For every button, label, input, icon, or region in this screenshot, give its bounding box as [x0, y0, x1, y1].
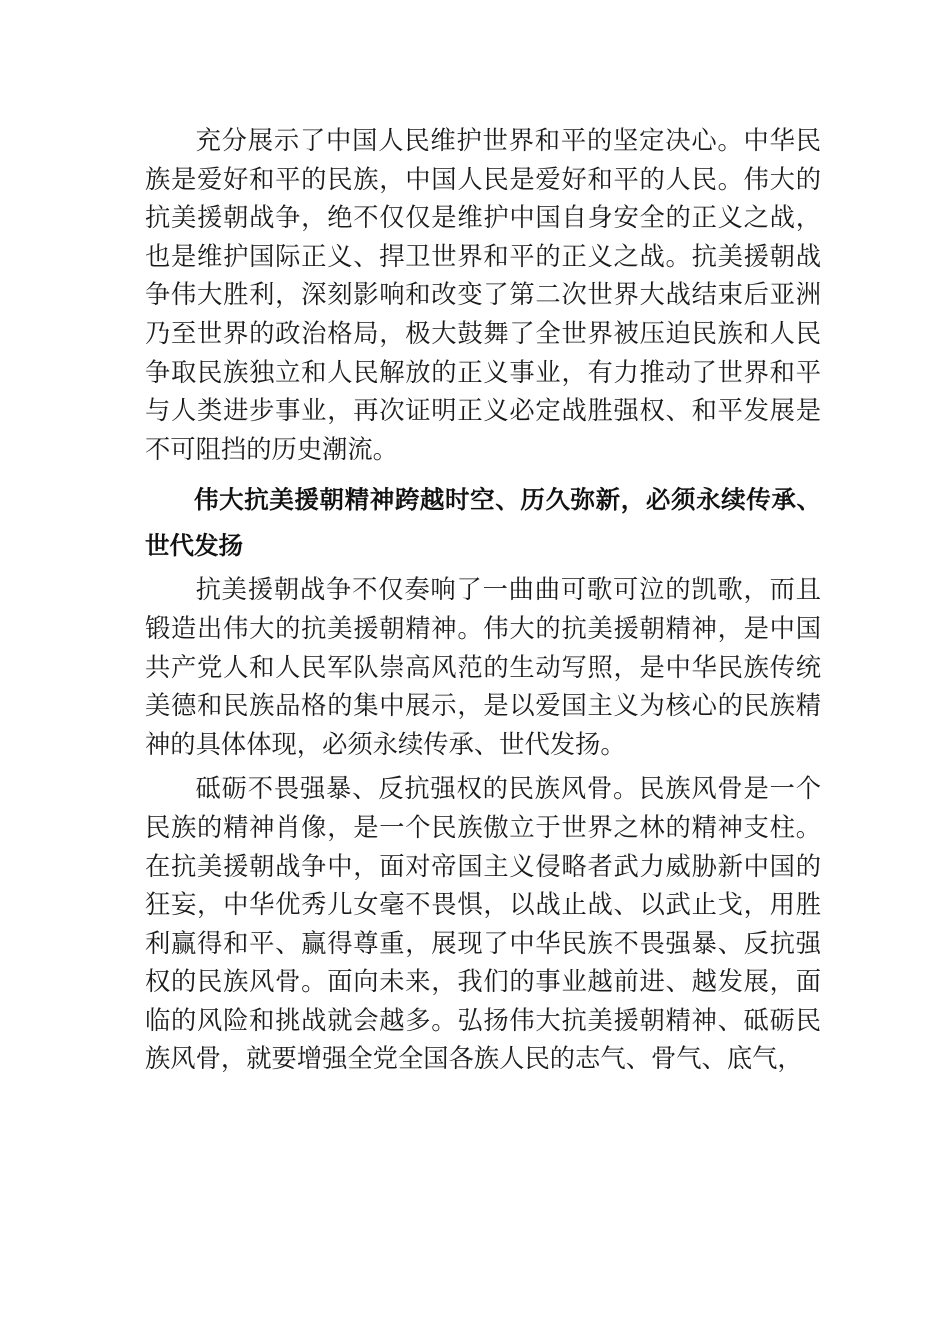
paragraph-spirit: 抗美援朝战争不仅奏响了一曲曲可歌可泣的凯歌，而且锻造出伟大的抗美援朝精神。伟大的抗美援朝精神，是中国共产党人和人民军队崇高风范的生动写照，是中华民族传统美德和民族品格的集中展示，是以爱国主义为核心的民族精神的具体体现，必须永续传承、世代发扬。 [145, 575, 821, 759]
document-body [145, 122, 821, 1079]
paragraph-national-character: 砥砺不畏强暴、反抗强权的民族风骨。民族风骨是一个民族的精神肖像，是一个民族傲立于世界之林的精神支柱。 在抗美援朝战争中，面对帝国主义侵略者武力威胁新中国的狂妄，中华优秀儿女毫不畏惧，以战止战、以武止戈，用胜利赢得和平、赢得尊重，展现了中华民族不畏强暴、反抗强权的民族风骨。面向未来，我们的事业越前进、越发展，面临的风险和挑战就会越多。弘扬伟大抗美援朝精神、砥砺民族风骨，就要增强全党全国各族人民的志气、骨气、底气， [145, 774, 821, 1074]
section-heading: 伟大抗美援朝精神跨越时空、历久弥新，必须永续传承、世代发扬 [145, 485, 821, 561]
paragraph-peace-resolve: 充分展示了中国人民维护世界和平的坚定决心。中华民族是爱好和平的民族，中国人民是爱好和平的人民。伟大的抗美援朝战争，绝不仅仅是维护中国自身安全的正义之战， 也是维护国际正义、捍卫世界和平的正义之战。抗美援朝战争伟大胜利，深刻影响和改变了第二次世界大战结束后亚洲乃至世界的政治格局，极大鼓舞了全世界被压迫民族和人民争取民族独立和人民解放的正义事业，有力推动了世界和平与人类进步事业，再次证明正义必定战胜强权、和平发展是不可阻挡的历史潮流。 [145, 126, 821, 464]
